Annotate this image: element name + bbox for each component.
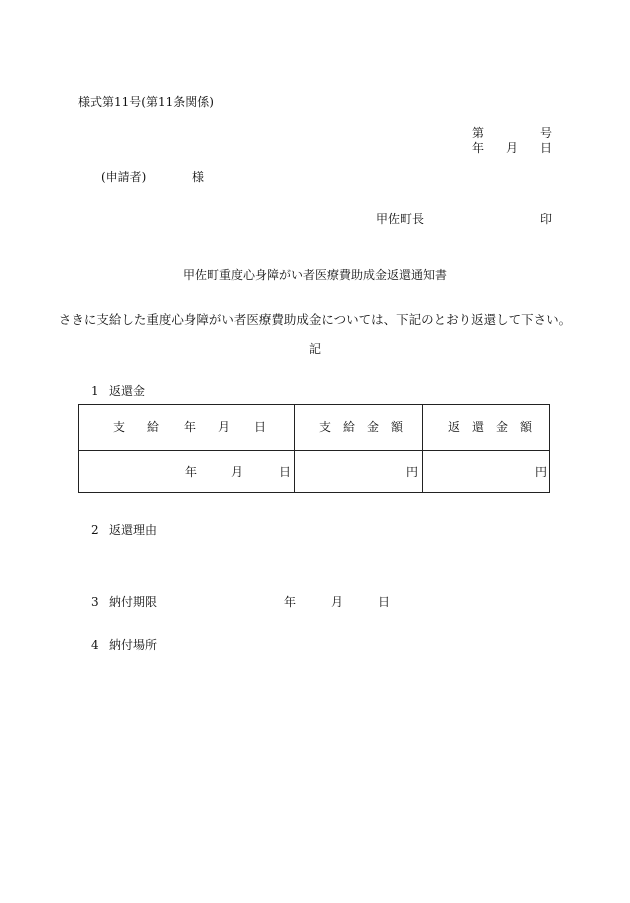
row-year: 年 [185, 465, 198, 479]
applicant-honorific: 様 [192, 170, 205, 184]
section3-month: 月 [331, 595, 344, 609]
date-day: 日 [540, 141, 553, 155]
form-number: 様式第11号(第11条関係) [78, 95, 214, 109]
issuer-seal: 印 [540, 212, 553, 226]
header-day: 日 [254, 420, 267, 434]
header-month: 月 [218, 420, 231, 434]
header-kyu: 給 [147, 420, 160, 434]
section3-label: 納付期限 [109, 595, 158, 609]
date-month: 月 [506, 141, 519, 155]
document-title: 甲佐町重度心身障がい者医療費助成金返還通知書 [182, 268, 447, 282]
table-divider [422, 405, 423, 492]
section2-label: 返還理由 [109, 523, 158, 537]
section4-label: 納付場所 [109, 638, 158, 652]
header-payment-amount: 支給金額 [319, 420, 416, 434]
date-year: 年 [472, 141, 485, 155]
doc-number-dai: 第 [472, 126, 485, 140]
section1-number: 1 [91, 384, 99, 398]
doc-number-go: 号 [540, 126, 553, 140]
header-shi: 支 [113, 420, 126, 434]
row-yen-refund: 円 [535, 465, 548, 479]
issuer-name: 甲佐町長 [376, 212, 425, 226]
ki-label: 記 [308, 342, 321, 356]
section3-year: 年 [284, 595, 297, 609]
applicant-label: (申請者) [101, 170, 147, 184]
body-text: さきに支給した重度心身障がい者医療費助成金については、下記のとおり返還して下さい。 [58, 312, 572, 327]
row-yen-payment: 円 [406, 465, 419, 479]
section3-number: 3 [91, 595, 99, 609]
section1-label: 返還金 [109, 384, 146, 398]
row-month: 月 [231, 465, 244, 479]
header-refund-amount: 返還金額 [448, 420, 545, 434]
header-year: 年 [184, 420, 197, 434]
section4-number: 4 [91, 638, 99, 652]
table-divider [294, 405, 295, 492]
table-divider [79, 450, 549, 451]
section2-number: 2 [91, 523, 99, 537]
section3-day: 日 [378, 595, 391, 609]
refund-table [78, 404, 550, 493]
row-day: 日 [279, 465, 292, 479]
